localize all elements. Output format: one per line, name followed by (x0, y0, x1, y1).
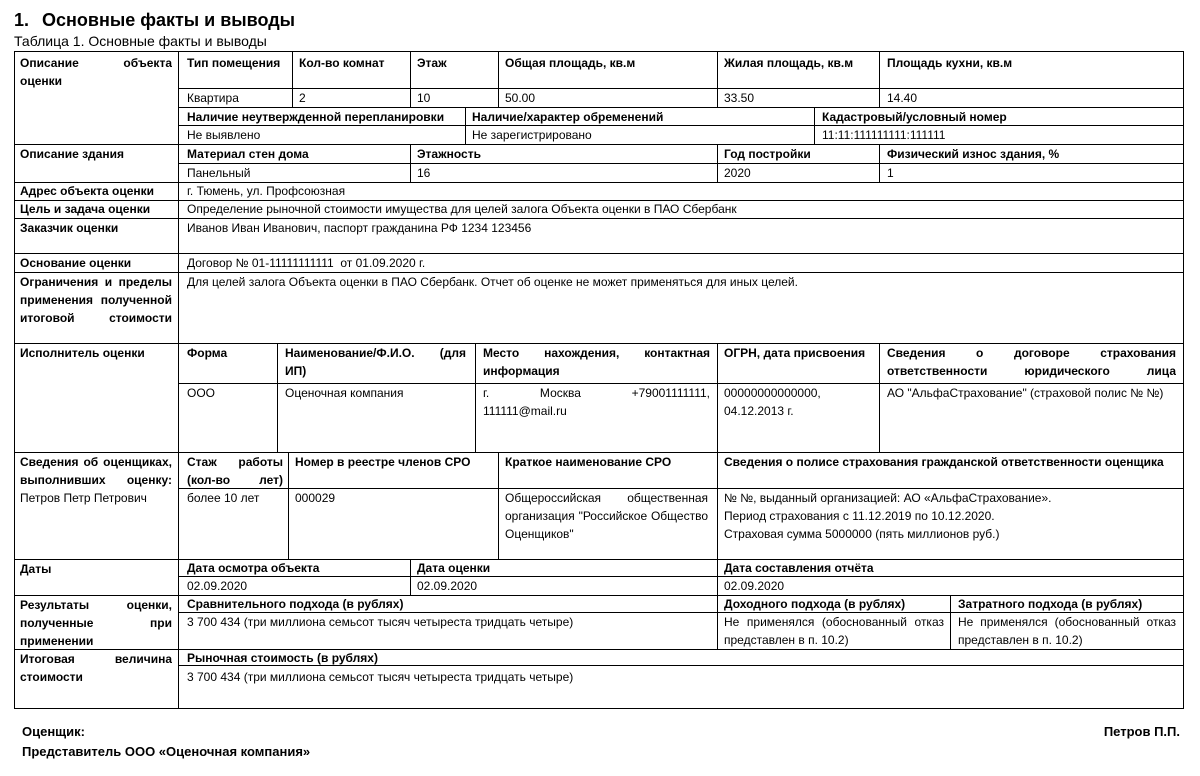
year-header: Год постройки (724, 147, 811, 161)
floor-value: 10 (417, 91, 431, 105)
type-value: Квартира (187, 91, 239, 105)
name-header: Наименование/Ф.И.О. (для ИП) (285, 346, 466, 378)
table-rule (277, 343, 278, 452)
object-label: Описание объекта оценки (20, 56, 172, 88)
kitchen-area-value: 14.40 (887, 91, 918, 105)
purpose-value: Определение рыночной стоимости имущества для целей залога Объекта оценки в ПАО Сбербанк (187, 202, 737, 216)
policy-line1: № №, выданный организацией: АО «АльфаСтрахование». (724, 491, 1052, 505)
material-value: Панельный (187, 166, 251, 180)
form-header: Форма (187, 346, 228, 360)
insurance-value: АО "АльфаСтрахование" (страховой полис № №) (887, 386, 1164, 400)
table-rule (879, 343, 880, 452)
market-value: 3 700 434 (три миллиона семьсот тысяч четыреста тридцать четыре) (187, 670, 574, 684)
table-rule (465, 107, 466, 144)
customer-label: Заказчик оценки (20, 221, 119, 235)
comparative-value: 3 700 434 (три миллиона семьсот тысяч четыреста тридцать четыре) (187, 615, 574, 629)
section-heading (14, 10, 295, 31)
income-value: Не применялся (обоснованный отказ представлен в п. 10.2) (724, 615, 944, 647)
table-rule (498, 452, 499, 559)
appraiser-person: Петров Петр Петрович (20, 491, 147, 505)
encumbrance-value: Не зарегистрировано (472, 128, 592, 142)
policy-header: Сведения о полисе страхования гражданской ответственности оценщика (724, 455, 1164, 469)
material-header: Материал стен дома (187, 147, 309, 161)
income-header: Доходного подхода (в рублях) (724, 597, 906, 611)
ogrn-line1: 00000000000000, (724, 386, 821, 400)
report-value: 02.09.2020 (724, 579, 785, 593)
table-rule (14, 708, 1184, 709)
registry-header: Номер в реестре членов СРО (295, 455, 471, 469)
year-value: 2020 (724, 166, 751, 180)
registry-value: 000029 (295, 491, 336, 505)
dates-label: Даты (20, 562, 52, 576)
table-rule (717, 144, 718, 182)
experience-header: Стаж работы (кол-во лет) (187, 455, 283, 487)
address-value: г. Тюмень, ул. Профсоюзная (187, 184, 346, 198)
table-rule (879, 51, 880, 107)
comparative-header: Сравнительного подхода (в рублях) (187, 597, 404, 611)
table-rule (410, 559, 411, 595)
policy-line2: Период страхования с 11.12.2019 по 10.12.2020. (724, 509, 995, 523)
inspection-header: Дата осмотра объекта (187, 561, 320, 575)
results-label: Результаты оценки, полученные при применении (20, 598, 172, 648)
table-rule (717, 595, 718, 649)
table-rule (1183, 51, 1184, 709)
sro-header: Краткое наименование СРО (505, 455, 672, 469)
kitchen-area-header: Площадь кухни, кв.м (887, 56, 1013, 70)
table-rule (410, 51, 411, 107)
address-label: Адрес объекта оценки (20, 184, 155, 198)
cost-value: Не применялся (обоснованный отказ представлен в п. 10.2) (958, 615, 1176, 647)
total-area-value: 50.00 (505, 91, 536, 105)
final-label: Итоговая величина стоимости (20, 652, 172, 684)
purpose-label: Цель и задача оценки (20, 202, 151, 216)
table-rule (717, 452, 718, 559)
location-line1: г. Москва +79001111111, (483, 386, 710, 400)
ogrn-line2: 04.12.2013 г. (724, 404, 794, 418)
name-value: Оценочная компания (285, 386, 404, 400)
cadastral-value: 11:11:111111111:111111 (822, 128, 946, 142)
location-header: Место нахождения, контактная информация (483, 346, 710, 378)
limits-value: Для целей залога Объекта оценки в ПАО Сбербанк. Отчет об оценке не может применяться для иных целей. (187, 275, 798, 289)
experience-value: более 10 лет (187, 491, 260, 505)
table-rule (950, 595, 951, 649)
market-header: Рыночная стоимость (в рублях) (187, 651, 378, 665)
signature-block (22, 722, 310, 762)
table-rule (498, 51, 499, 107)
table-rule (410, 144, 411, 182)
encumbrance-header: Наличие/характер обременений (472, 110, 664, 124)
table-rule (814, 107, 815, 144)
report-header: Дата составления отчёта (724, 561, 874, 575)
sro-value: Общероссийская общественная организация "Российское Общество Оценщиков" (505, 491, 708, 541)
signature-name: Петров П.П. (1103, 724, 1180, 739)
valuation-header: Дата оценки (417, 561, 491, 575)
table-rule (14, 51, 15, 709)
cadastral-header: Кадастровый/условный номер (822, 110, 1007, 124)
living-area-value: 33.50 (724, 91, 755, 105)
basis-value: Договор № 01-11111111111 от 01.09.2020 г. (187, 256, 426, 270)
insurance-header: Сведения о договоре страхования ответственности юридического лица (887, 346, 1176, 378)
replanning-header: Наличие неутвержденной перепланировки (187, 110, 445, 124)
floors-header: Этажность (417, 147, 481, 161)
limits-label: Ограничения и пределы применения полученной итоговой стоимости (20, 275, 172, 325)
rooms-value: 2 (299, 91, 306, 105)
table-rule (717, 343, 718, 452)
floor-header: Этаж (417, 56, 447, 70)
appraisers-label: Сведения об оценщиках, выполнивших оценку: (20, 455, 172, 487)
table-rule (288, 452, 289, 559)
living-area-header: Жилая площадь, кв.м (724, 56, 854, 70)
customer-value: Иванов Иван Иванович, паспорт гражданина РФ 1234 123456 (187, 221, 532, 235)
cost-header: Затратного подхода (в рублях) (958, 597, 1143, 611)
form-value: ООО (187, 386, 216, 400)
rooms-header: Кол-во комнат (299, 56, 385, 70)
wear-value: 1 (887, 166, 894, 180)
type-header: Тип помещения (187, 56, 281, 70)
facts-table (14, 51, 1184, 709)
table-rule (475, 343, 476, 452)
section-number: 1. (14, 10, 30, 30)
table-rule (717, 559, 718, 595)
ogrn-header: ОГРН, дата присвоения (724, 346, 866, 360)
policy-line3: Страховая сумма 5000000 (пять миллионов руб.) (724, 527, 1000, 541)
inspection-value: 02.09.2020 (187, 579, 248, 593)
executor-label: Исполнитель оценки (20, 346, 145, 360)
building-label: Описание здания (20, 147, 124, 161)
section-title: Основные факты и выводы (42, 10, 296, 30)
total-area-header: Общая площадь, кв.м (505, 56, 636, 70)
basis-label: Основание оценки (20, 256, 132, 270)
valuation-value: 02.09.2020 (417, 579, 478, 593)
representative: Представитель ООО «Оценочная компания» (22, 744, 311, 759)
floors-value: 16 (417, 166, 431, 180)
table-rule (717, 51, 718, 107)
replanning-value: Не выявлено (187, 128, 261, 142)
table-rule (879, 144, 880, 182)
table-rule (178, 51, 179, 709)
wear-header: Физический износ здания, % (887, 147, 1060, 161)
table-rule (292, 51, 293, 107)
appraiser-label: Оценщик: (22, 724, 85, 739)
table-caption: Таблица 1. Основные факты и выводы (14, 33, 267, 49)
table-rule (14, 51, 1184, 52)
location-line2: 111111@mail.ru (483, 404, 567, 418)
